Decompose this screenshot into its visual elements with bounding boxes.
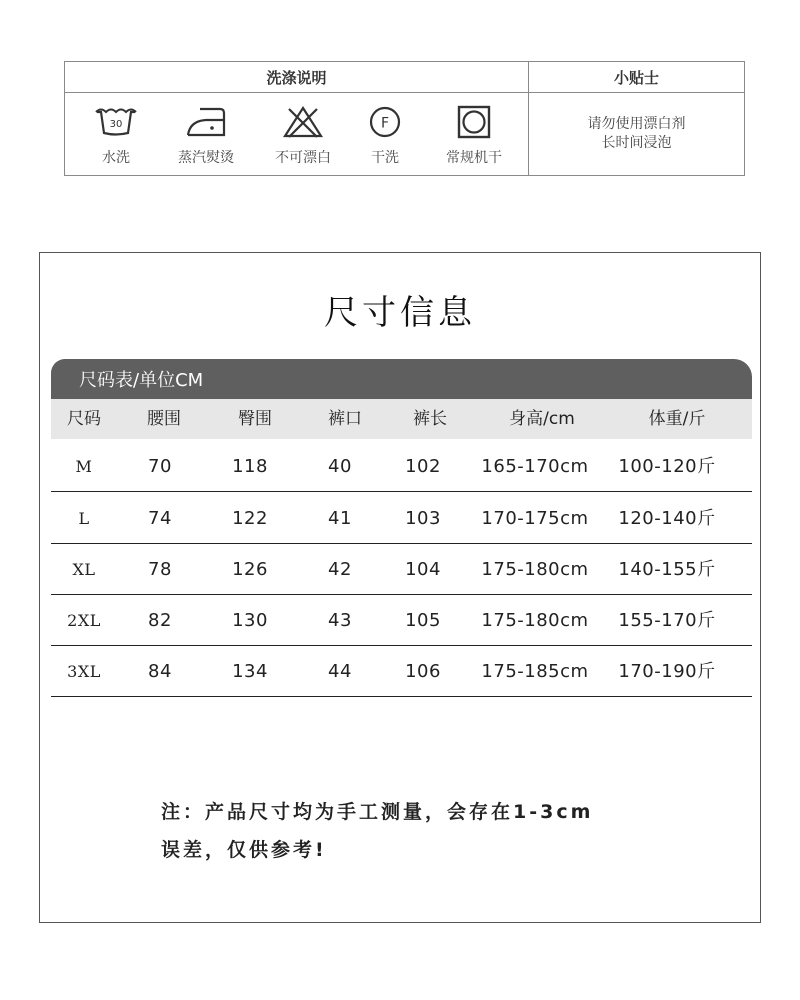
size-chart-bar: 尺码表/单位CM bbox=[51, 359, 752, 399]
table-row bbox=[51, 493, 752, 544]
cell-hip: 126 bbox=[232, 559, 268, 580]
care-item-wash bbox=[71, 105, 161, 167]
cell-height: 175-180cm bbox=[481, 559, 589, 580]
care-item-iron bbox=[161, 105, 251, 167]
cell-size: M bbox=[75, 457, 93, 476]
cell-waist: 78 bbox=[148, 559, 172, 580]
cell-weight: 155-170斤 bbox=[618, 610, 716, 631]
wash-30-icon bbox=[94, 105, 138, 139]
tips-line: 请勿使用漂白剂 bbox=[587, 116, 686, 132]
cell-height: 175-185cm bbox=[481, 661, 589, 682]
cell-leg-opening: 42 bbox=[328, 559, 352, 580]
cell-height: 170-175cm bbox=[481, 508, 589, 529]
header-length: 裤长 bbox=[413, 409, 447, 429]
care-instructions-table bbox=[64, 61, 745, 176]
cell-length: 104 bbox=[405, 559, 441, 580]
cell-size: 2XL bbox=[67, 611, 101, 630]
table-row bbox=[51, 544, 752, 595]
cell-size: XL bbox=[72, 560, 96, 579]
care-item-bleach bbox=[258, 105, 348, 167]
cell-length: 106 bbox=[405, 661, 441, 682]
wash-temp: 30 bbox=[109, 119, 123, 130]
cell-length: 103 bbox=[405, 508, 441, 529]
cell-weight: 170-190斤 bbox=[618, 661, 716, 682]
note-line: 注：产品尺寸均为手工测量，会存在1-3cm bbox=[161, 801, 594, 823]
cell-height: 165-170cm bbox=[481, 456, 589, 477]
size-table-header bbox=[51, 399, 752, 439]
table-row bbox=[51, 646, 752, 697]
tips-line: 长时间浸泡 bbox=[601, 135, 672, 151]
header-height: 身高/cm bbox=[509, 409, 575, 429]
cell-hip: 130 bbox=[232, 610, 268, 631]
size-info-panel bbox=[39, 252, 761, 923]
cell-weight: 140-155斤 bbox=[618, 559, 716, 580]
header-waist: 腰围 bbox=[147, 409, 181, 429]
iron-icon bbox=[184, 105, 228, 139]
measurement-note bbox=[161, 793, 593, 869]
care-label-dryclean: 干洗 bbox=[371, 150, 399, 166]
care-item-dryclean bbox=[340, 105, 430, 167]
size-title: 尺寸信息 bbox=[324, 293, 476, 333]
cell-size: L bbox=[78, 509, 90, 528]
care-label-iron: 蒸汽熨烫 bbox=[178, 150, 234, 166]
cell-hip: 118 bbox=[232, 456, 268, 477]
header-leg-opening: 裤口 bbox=[328, 409, 362, 429]
header-hip: 臀围 bbox=[238, 409, 272, 429]
tips-text bbox=[529, 93, 744, 175]
cell-weight: 100-120斤 bbox=[618, 456, 716, 477]
care-label-tumble: 常规机干 bbox=[446, 150, 502, 166]
cell-leg-opening: 43 bbox=[328, 610, 352, 631]
cell-leg-opening: 41 bbox=[328, 508, 352, 529]
tumble-dry-icon bbox=[452, 105, 496, 139]
note-line: 误差，仅供参考! bbox=[161, 839, 327, 861]
dry-clean-f-icon bbox=[363, 105, 407, 139]
cell-hip: 134 bbox=[232, 661, 268, 682]
tips-title: 小贴士 bbox=[529, 62, 744, 93]
dry-clean-letter: F bbox=[380, 115, 390, 132]
cell-waist: 74 bbox=[148, 508, 172, 529]
cell-size: 3XL bbox=[67, 662, 101, 681]
header-size: 尺码 bbox=[67, 409, 101, 429]
cell-weight: 120-140斤 bbox=[618, 508, 716, 529]
cell-hip: 122 bbox=[232, 508, 268, 529]
care-item-tumble bbox=[429, 105, 519, 167]
header-weight: 体重/斤 bbox=[648, 409, 706, 429]
cell-waist: 82 bbox=[148, 610, 172, 631]
cell-height: 175-180cm bbox=[481, 610, 589, 631]
cell-length: 105 bbox=[405, 610, 441, 631]
cell-waist: 84 bbox=[148, 661, 172, 682]
cell-waist: 70 bbox=[148, 456, 172, 477]
cell-leg-opening: 44 bbox=[328, 661, 352, 682]
cell-leg-opening: 40 bbox=[328, 456, 352, 477]
care-icons bbox=[65, 93, 529, 175]
care-title: 洗涤说明 bbox=[65, 62, 529, 93]
no-bleach-icon bbox=[281, 105, 325, 139]
table-row bbox=[51, 595, 752, 646]
cell-length: 102 bbox=[405, 456, 441, 477]
care-label-wash: 水洗 bbox=[102, 150, 130, 166]
care-label-bleach: 不可漂白 bbox=[275, 150, 331, 166]
table-row bbox=[51, 441, 752, 492]
